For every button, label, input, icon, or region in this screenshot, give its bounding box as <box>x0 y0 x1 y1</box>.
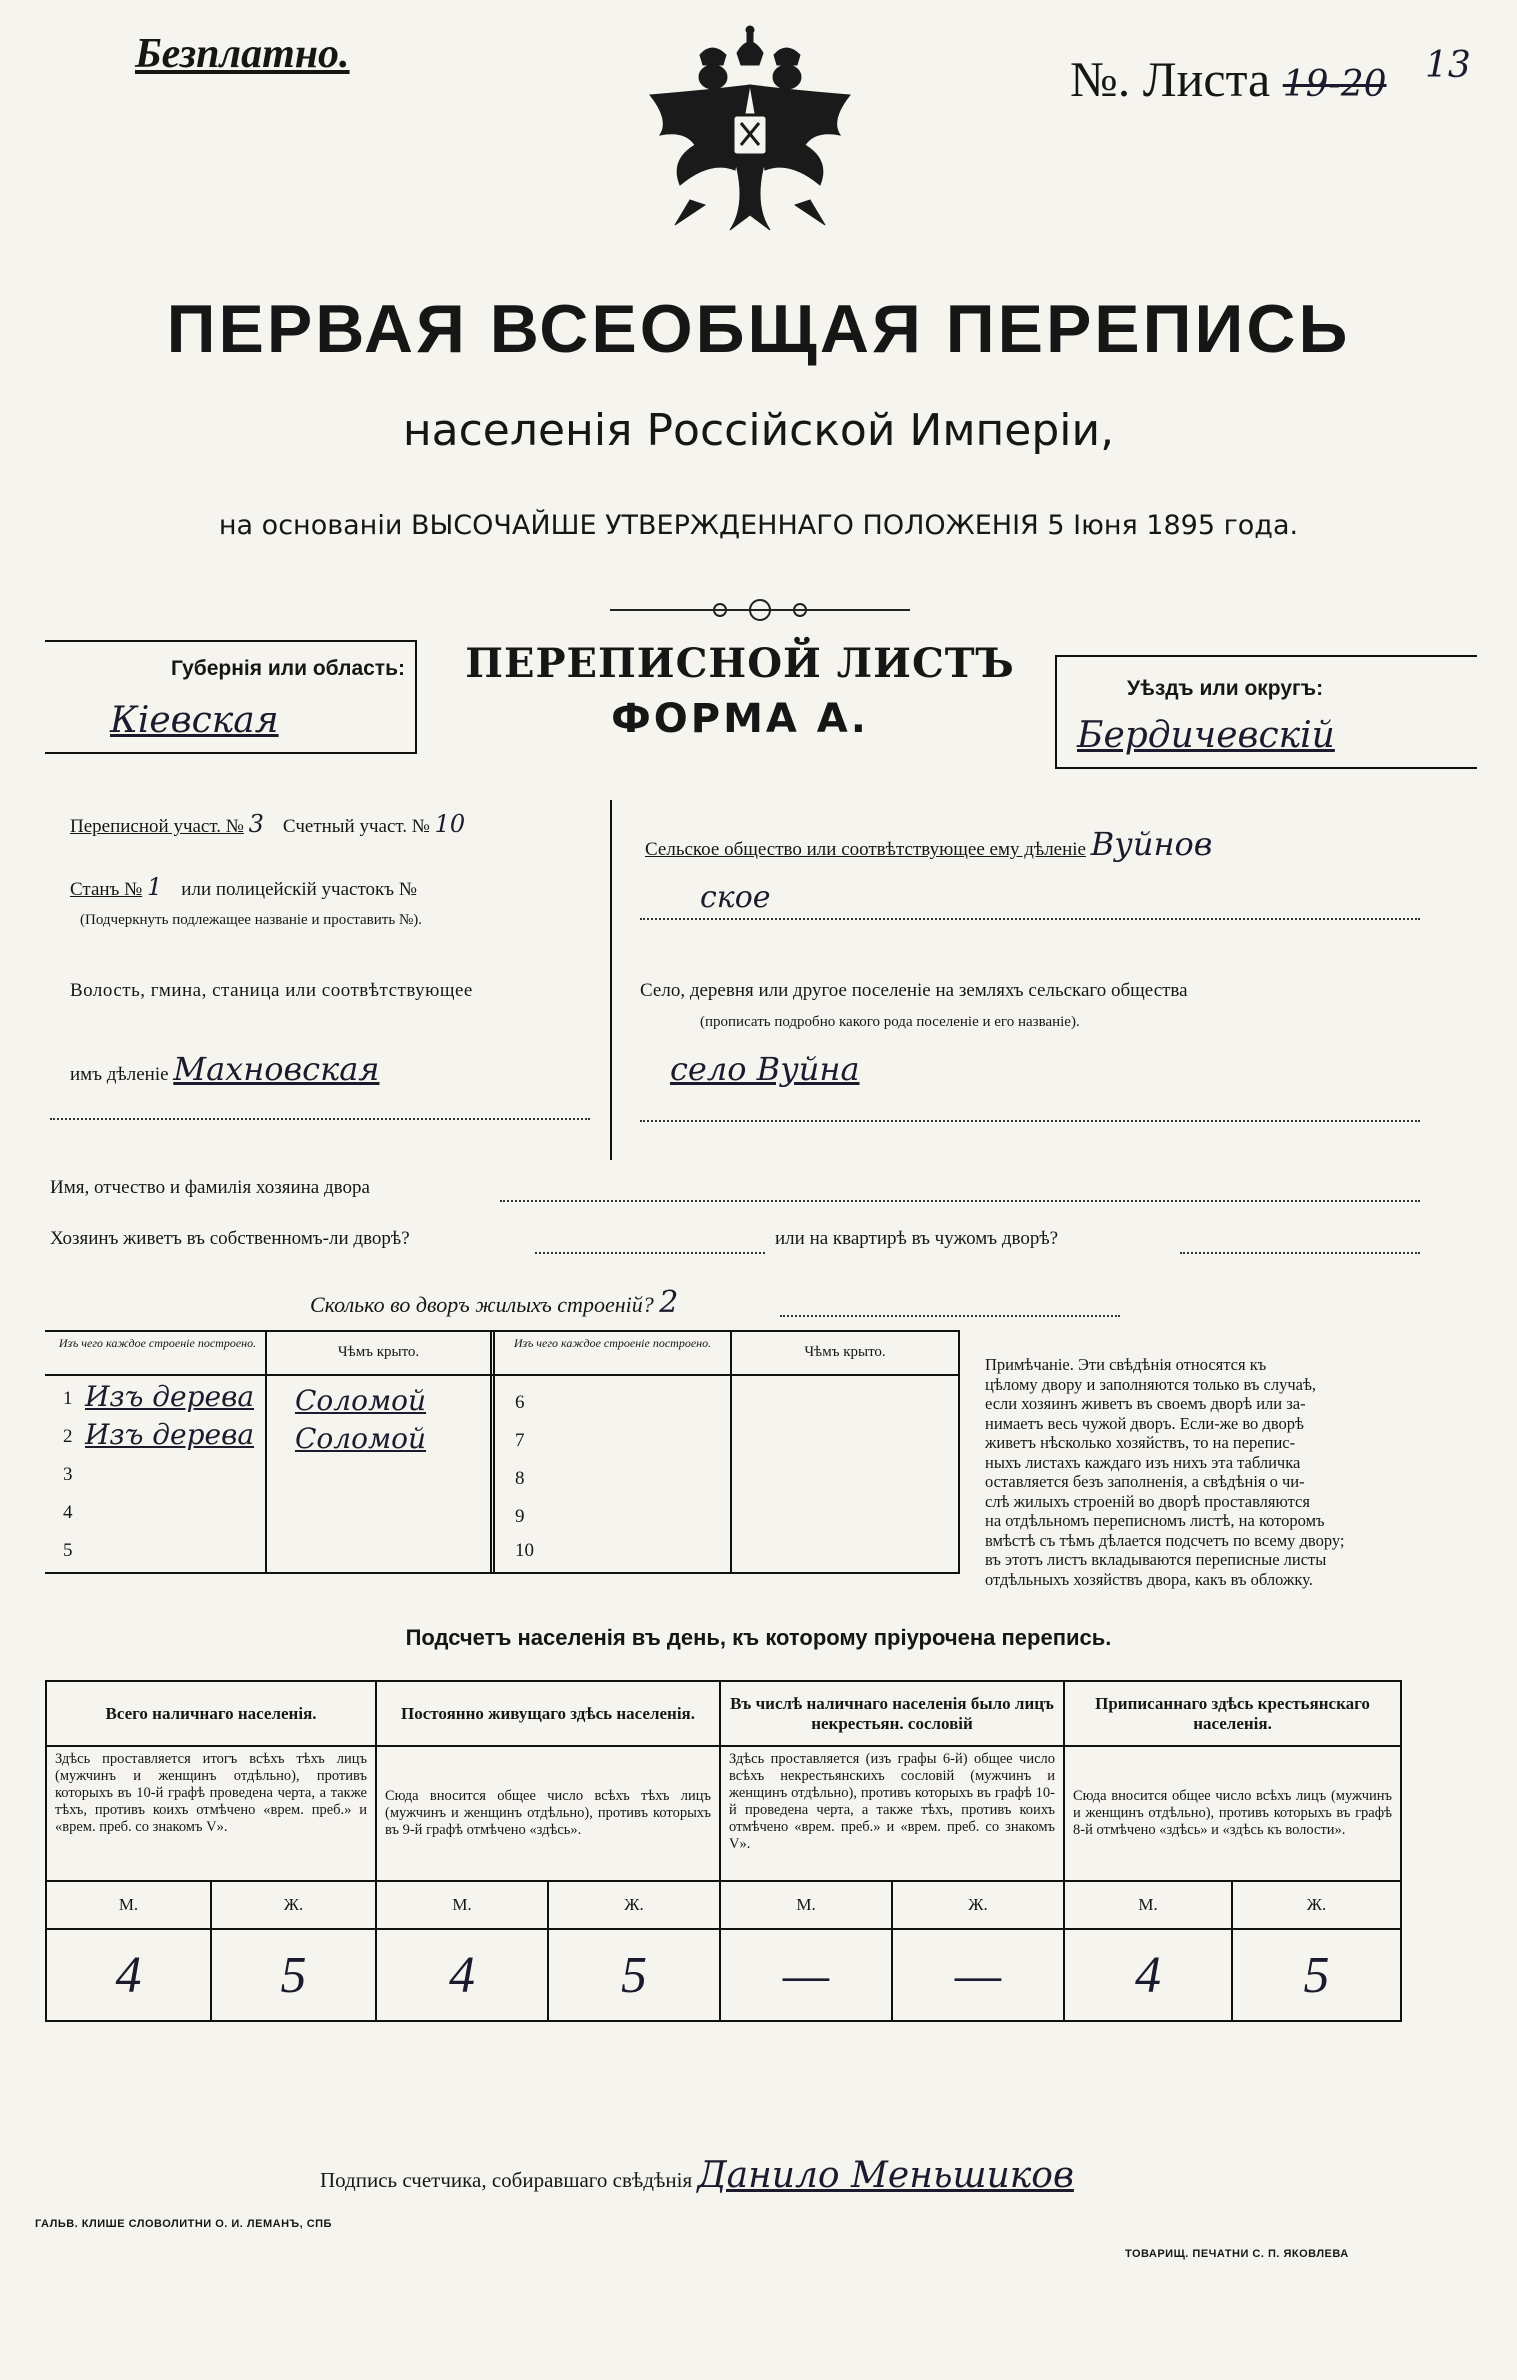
census-district-value: 3 <box>248 810 264 838</box>
tally-desc-nonpeasant: Здѣсь проставляется (изъ графы 6-й) общее число всѣхъ некрестьянскихъ сословій (мужчинъ и женщинъ отдѣльно), противъ которыхъ въ графѣ 10-й проведена черта, а также тѣхъ, противъ коихъ отмѣчено «врем. преб.» и «врем. преб. со знакомъ V». <box>720 1746 1064 1881</box>
tally-f-label: Ж. <box>1232 1881 1401 1929</box>
page-title: ПЕРВАЯ ВСЕОБЩАЯ ПЕРЕПИСЬ <box>166 291 1351 367</box>
stan-value: 1 <box>147 873 163 901</box>
count-district-label: Счетный участ. № <box>282 816 430 837</box>
tally-total-male: 4 <box>46 1929 211 2021</box>
form-name: ФОРМА А. <box>611 696 869 742</box>
tally-title: Подсчетъ населенія въ день, къ которому пріурочена перепись. <box>405 1625 1112 1650</box>
census-district-field <box>70 810 465 838</box>
building-row: 1 Изъ дерева Соломой <box>63 1380 427 1417</box>
uezd-label: Уѣздъ или округъ: <box>1127 677 1324 700</box>
gubernia-label: Губернія или область: <box>170 657 405 680</box>
note-block: Примѣчаніе. Эти свѣдѣнія относятся къ цѣлому двору и заполняются только въ случаѣ, если хозяинъ живетъ въ своемъ дворѣ или за- нимаетъ весь чужой дворъ. Если-же во дворѣ живетъ нѣсколько хозяйствъ, то на перепис- ныхъ листахъ каждаго изъ нихъ эта табличка оставляется безъ заполненія, а свѣдѣнія о чи- слѣ жилыхъ строеній во дворѣ проставляются на отдѣльномъ переписномъ листѣ, на которомъ вмѣстѣ съ тѣмъ дѣлается подсчетъ по всему двору; въ этотъ листъ вкладываются переписные листы отдѣльныхъ хозяйствъ двора, какъ въ обложку. <box>985 1355 1345 1589</box>
col-roof-head-left: Чѣмъ крыто. <box>337 1344 420 1360</box>
volost-label-2: имъ дѣленіе <box>70 1064 169 1085</box>
buildings-value: 2 <box>659 1285 679 1320</box>
col-material-head-right: Изъ чего каждое строеніе построено. <box>513 1336 712 1350</box>
tally-permanent-male: 4 <box>376 1929 548 2021</box>
legal-basis: на основаніи ВЫСОЧАЙШЕ УТВЕРЖДЕННАГО ПОЛОЖЕНІЯ 5 Іюня 1895 года. <box>218 510 1299 541</box>
village-value: село Вуйна <box>670 1050 860 1088</box>
tally-f-label: Ж. <box>892 1881 1064 1929</box>
tally-peasant-female: 5 <box>1232 1929 1401 2021</box>
police-label: или полицейскій участокъ № <box>181 879 417 900</box>
society-value-2: ское <box>700 880 771 915</box>
signature-label: Подпись счетчика, собиравшаго свѣдѣнія <box>320 2168 693 2192</box>
stan-label: Станъ № <box>70 879 143 900</box>
sheet-number-label: №. Листа <box>1070 51 1271 107</box>
tally-head-peasant: Приписаннаго здѣсь крестьянскаго населенія. <box>1064 1681 1401 1746</box>
ornament-divider-icon <box>610 590 910 630</box>
signature-value: Данило Меньшиков <box>697 2155 1074 2196</box>
village-extra-line <box>640 1120 1420 1122</box>
tally-desc-peasant: Сюда вносится общее число всѣхъ лицъ (мужчинъ и женщинъ отдѣльно), противъ которыхъ въ графѣ 8-й отмѣчено «здѣсь» и «здѣсь къ волости». <box>1064 1746 1401 1881</box>
volost-label: Волость, гмина, станица или соотвѣтствующее <box>70 980 473 1001</box>
society-label: Сельское общество или соотвѣтствующее ему дѣленіе <box>645 839 1086 860</box>
village-label <box>640 980 1188 1002</box>
building-row: 5 <box>63 1540 73 1561</box>
society-value: Вуйнов <box>1090 825 1213 863</box>
census-district-label: Переписной участ. № <box>70 816 244 837</box>
tally-desc-permanent: Сюда вносится общее число всѣхъ тѣхъ лицъ (мужчинъ и женщинъ отдѣльно), противъ которыхъ въ 9-й графѣ отмѣчено «здѣсь». <box>376 1746 720 1881</box>
tally-desc-total: Здѣсь проставляется итогъ всѣхъ тѣхъ лицъ (мужчинъ и женщинъ отдѣльно), противъ которыхъ въ 10-й графѣ проведена черта, а также тѣхъ, противъ коихъ отмѣчено «врем. преб.» и «врем. преб. со знакомъ V». <box>46 1746 376 1881</box>
col-roof-head-right: Чѣмъ крыто. <box>804 1344 886 1360</box>
stan-field <box>70 873 417 901</box>
owner-line <box>500 1200 1420 1202</box>
imperial-eagle-icon <box>625 25 875 245</box>
volost-value: Махновская <box>173 1050 380 1088</box>
tally-table <box>45 1680 1402 2022</box>
village-label-text: Село, деревня или другое поселеніе на земляхъ сельскаго общества <box>640 980 1188 1001</box>
tally-m-label: М. <box>720 1881 892 1929</box>
buildings-table <box>45 1330 960 1574</box>
buildings-field <box>310 1285 678 1320</box>
tally-f-label: Ж. <box>548 1881 720 1929</box>
col-material-head-left: Изъ чего каждое строеніе построено. <box>58 1336 257 1350</box>
building-row: 9 <box>515 1506 525 1527</box>
tally-head-permanent: Постоянно живущаго здѣсь населенія. <box>376 1681 720 1746</box>
tally-permanent-female: 5 <box>548 1929 720 2021</box>
building-row: 10 <box>515 1540 534 1561</box>
building-row: 3 <box>63 1464 73 1485</box>
tally-head-nonpeasant: Въ числѣ наличнаго населенія было лицъ некрестьян. сословій <box>720 1681 1064 1746</box>
form-title: ПЕРЕПИСНОЙ ЛИСТЪ <box>465 640 1015 687</box>
owner-label: Имя, отчество и фамилія хозяина двора <box>50 1177 370 1198</box>
building-row: 2 Изъ дерева Соломой <box>63 1418 427 1455</box>
sheet-number-value: 19-20 <box>1282 64 1387 105</box>
uezd-value: Бердичевскій <box>1077 715 1335 756</box>
building-row: 4 <box>63 1502 73 1523</box>
buildings-label: Сколько во дворъ жилыхъ строеній? <box>310 1292 654 1317</box>
buildings-line <box>780 1315 1120 1317</box>
page-subtitle: населенія Россійской Имперіи, <box>402 405 1115 456</box>
tally-m-label: М. <box>376 1881 548 1929</box>
volost-field <box>70 1050 379 1088</box>
village-note: (прописать подробно какого рода поселеніе и его названіе). <box>700 1014 1080 1030</box>
uezd-box <box>1055 655 1477 769</box>
tally-head-total: Всего наличнаго населенія. <box>46 1681 376 1746</box>
owns-label: Хозяинъ живетъ въ собственномъ-ли дворѣ? <box>50 1228 410 1249</box>
volost-extra-line <box>50 1118 590 1120</box>
tally-peasant-male: 4 <box>1064 1929 1232 2021</box>
society-field <box>645 825 1212 863</box>
society-line <box>640 918 1420 920</box>
sheet-number <box>1070 50 1387 108</box>
tally-nonpeasant-male: — <box>720 1929 892 2021</box>
building-row: 6 <box>515 1392 525 1413</box>
rents-line <box>1180 1252 1420 1254</box>
signature-field <box>320 2155 1074 2196</box>
gubernia-box <box>45 640 417 754</box>
underline-note: (Подчеркнуть подлежащее названіе и проставить №). <box>80 912 422 928</box>
building-row: 8 <box>515 1468 525 1489</box>
tally-nonpeasant-female: — <box>892 1929 1064 2021</box>
tally-m-label: М. <box>46 1881 211 1929</box>
tally-m-label: М. <box>1064 1881 1232 1929</box>
gubernia-value: Кіевская <box>110 700 279 741</box>
tally-total-female: 5 <box>211 1929 376 2021</box>
building-row: 7 <box>515 1430 525 1451</box>
printer-right: ТОВАРИЩ. ПЕЧАТНИ С. П. ЯКОВЛЕВА <box>1125 2248 1349 2260</box>
printer-left: ГАЛЬВ. КЛИШЕ СЛОВОЛИТНИ О. И. ЛЕМАНЪ, СПБ <box>35 2218 332 2230</box>
column-divider <box>610 800 612 1160</box>
rents-label: или на квартирѣ въ чужомъ дворѣ? <box>775 1228 1059 1249</box>
count-district-value: 10 <box>434 810 466 838</box>
sheet-corner-number: 13 <box>1425 45 1471 86</box>
tally-f-label: Ж. <box>211 1881 376 1929</box>
owns-line <box>535 1252 765 1254</box>
free-label: Безплатно. <box>135 31 350 77</box>
